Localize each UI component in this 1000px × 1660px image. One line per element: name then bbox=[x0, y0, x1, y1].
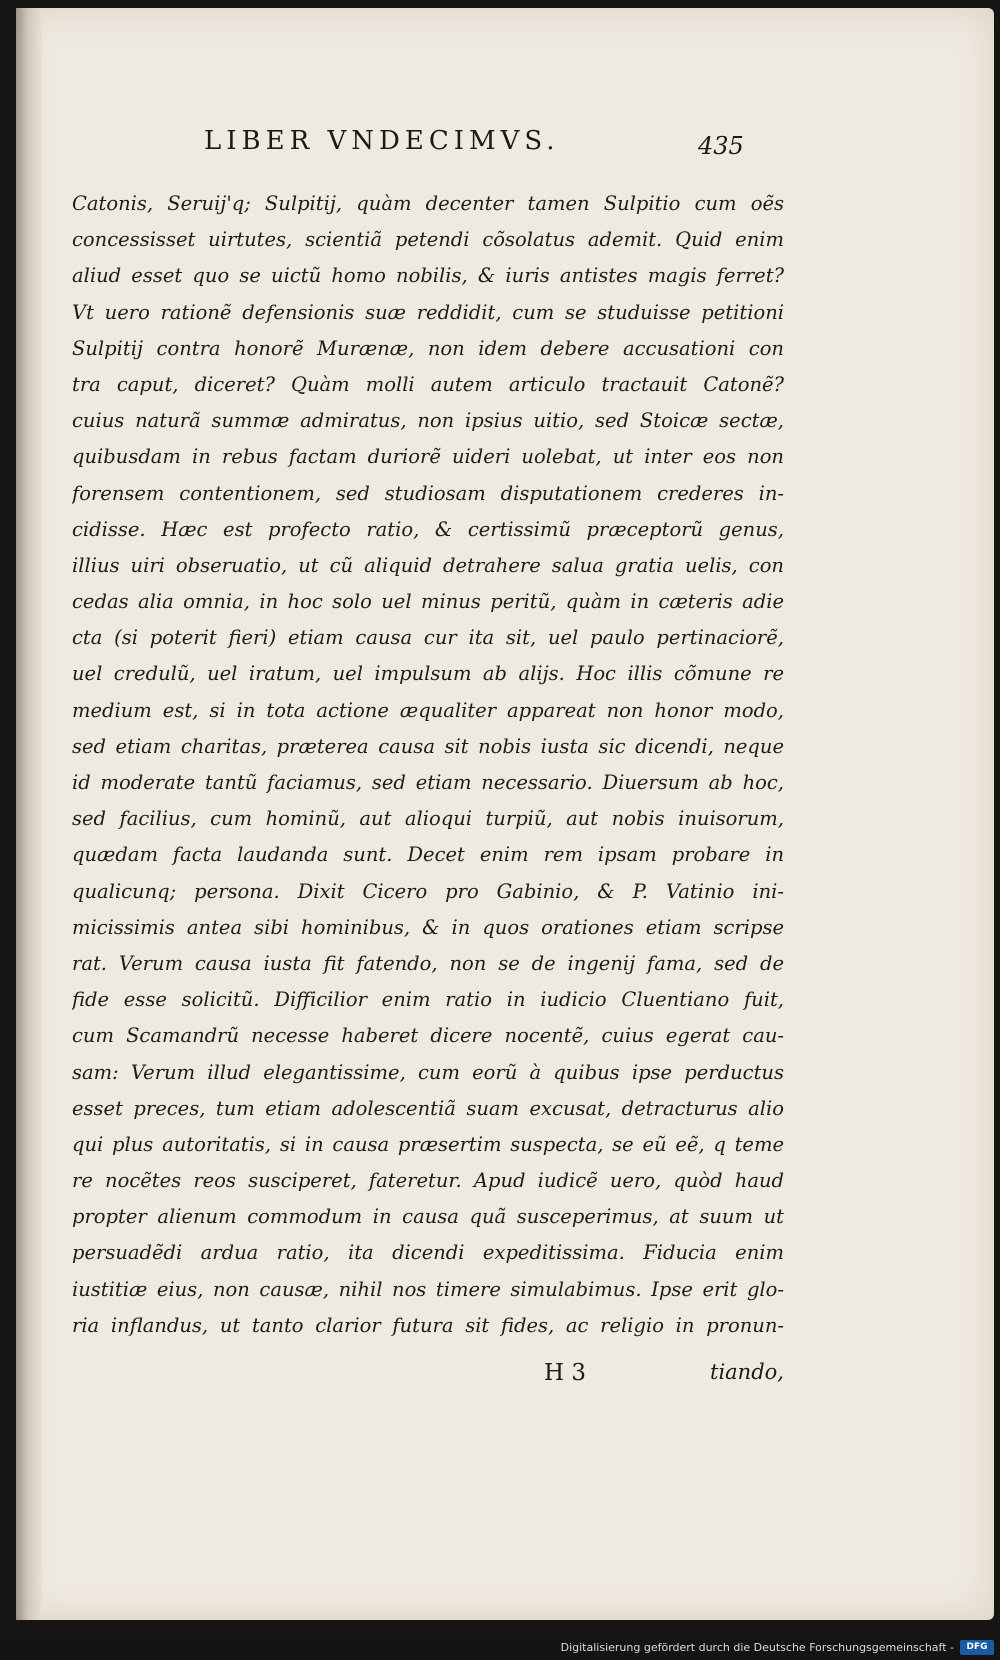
text-line: tra caput, diceret? Quàm molli autem articulo tractauit Catonẽ? bbox=[72, 372, 784, 396]
text-line: Catonis, Seruij'q; Sulpitij, quàm decenter tamen Sulpitio cum oẽs bbox=[72, 192, 784, 215]
text-line: sed facilius, cum hominũ, aut alioqui turpiũ, aut nobis inuisorum, bbox=[72, 807, 784, 831]
text-line: Vt uero rationẽ defensionis suæ reddidit, cum se studuisse petitioni bbox=[72, 300, 784, 324]
text-line: medium est, si in tota actione æqualiter appareat non honor modo, bbox=[72, 698, 784, 722]
text-line: quædam facta laudanda sunt. Decet enim rem ipsam probare in bbox=[72, 843, 784, 867]
text-line: sed etiam charitas, præterea causa sit nobis iusta sic dicendi, neque bbox=[72, 734, 784, 758]
text-line: Sulpitij contra honorẽ Murænæ, non idem debere accusationi con bbox=[72, 336, 784, 360]
text-line: qui plus autoritatis, si in causa præsertim suspecta, se eũ eẽ, q teme bbox=[72, 1132, 784, 1156]
text-line: fide esse solicitũ. Difficilior enim ratio in iudicio Cluentiano fuit, bbox=[72, 988, 784, 1012]
text-line: qualicunq; persona. Dixit Cicero pro Gabinio, & P. Vatinio ini- bbox=[72, 879, 784, 903]
text-line: cidisse. Hæc est profecto ratio, & certissimũ præceptorũ genus, bbox=[72, 517, 784, 541]
page-number: 435 bbox=[698, 132, 744, 160]
text-line: id moderate tantũ faciamus, sed etiam necessario. Diuersum ab hoc, bbox=[72, 771, 784, 794]
text-line: re nocẽtes reos susciperet, fateretur. Apud iudicẽ uero, quòd haud bbox=[72, 1169, 784, 1193]
dfg-logo-icon: DFG bbox=[960, 1640, 994, 1655]
text-line: esset preces, tum etiam adolescentiã suam excusat, detracturus alio bbox=[72, 1096, 784, 1120]
text-line: cta (si poterit fieri) etiam causa cur ita sit, uel paulo pertinaciorẽ, bbox=[72, 626, 784, 650]
text-line: forensem contentionem, sed studiosam disputationem crederes in- bbox=[72, 481, 784, 505]
page-gutter-shadow bbox=[16, 8, 42, 1620]
body-text bbox=[72, 186, 784, 1344]
text-line: cuius naturã summæ admiratus, non ipsius uitio, sed Stoicæ sectæ, bbox=[72, 409, 784, 433]
text-line: quibusdam in rebus factam duriorẽ uideri uolebat, ut inter eos non bbox=[72, 445, 784, 469]
text-line: illius uiri obseruatio, ut cũ aliquid detrahere salua gratia uelis, con bbox=[72, 553, 784, 577]
catchword: tiando, bbox=[710, 1360, 784, 1384]
text-line: cedas alia omnia, in hoc solo uel minus peritũ, quàm in cæteris adie bbox=[72, 590, 784, 614]
text-line: sam: Verum illud elegantissime, cum eorũ à quibus ipse perductus bbox=[72, 1060, 784, 1084]
book-page bbox=[16, 8, 994, 1620]
text-line: aliud esset quo se uictũ homo nobilis, & iuris antistes magis ferret? bbox=[72, 264, 784, 288]
text-line: uel credulũ, uel iratum, uel impulsum ab alijs. Hoc illis cõmune re bbox=[72, 662, 784, 686]
funding-credit: Digitalisierung gefördert durch die Deutsche Forschungsgemeinschaft - bbox=[560, 1641, 954, 1654]
text-line: persuadẽdi ardua ratio, ita dicendi expeditissima. Fiducia enim bbox=[72, 1241, 784, 1265]
text-line: cum Scamandrũ necesse haberet dicere nocentẽ, cuius egerat cau- bbox=[72, 1024, 784, 1048]
footer-bar bbox=[0, 1636, 1000, 1660]
signature-mark: H 3 bbox=[544, 1360, 587, 1386]
running-head: LIBER VNDECIMVS. bbox=[204, 126, 560, 156]
text-line: ria inflandus, ut tanto clarior futura sit fides, ac religio in pronun- bbox=[72, 1313, 784, 1337]
text-line: concessisset uirtutes, scientiã petendi cõsolatus ademit. Quid enim bbox=[72, 228, 784, 252]
text-line: iustitiæ eius, non causæ, nihil nos timere simulabimus. Ipse erit glo- bbox=[72, 1277, 784, 1301]
text-line: micissimis antea sibi hominibus, & in quos orationes etiam scripse bbox=[72, 915, 784, 939]
text-line: propter alienum commodum in causa quã susceperimus, at suum ut bbox=[72, 1205, 784, 1229]
text-line: rat. Verum causa iusta fit fatendo, non se de ingenij fama, sed de bbox=[72, 951, 784, 975]
